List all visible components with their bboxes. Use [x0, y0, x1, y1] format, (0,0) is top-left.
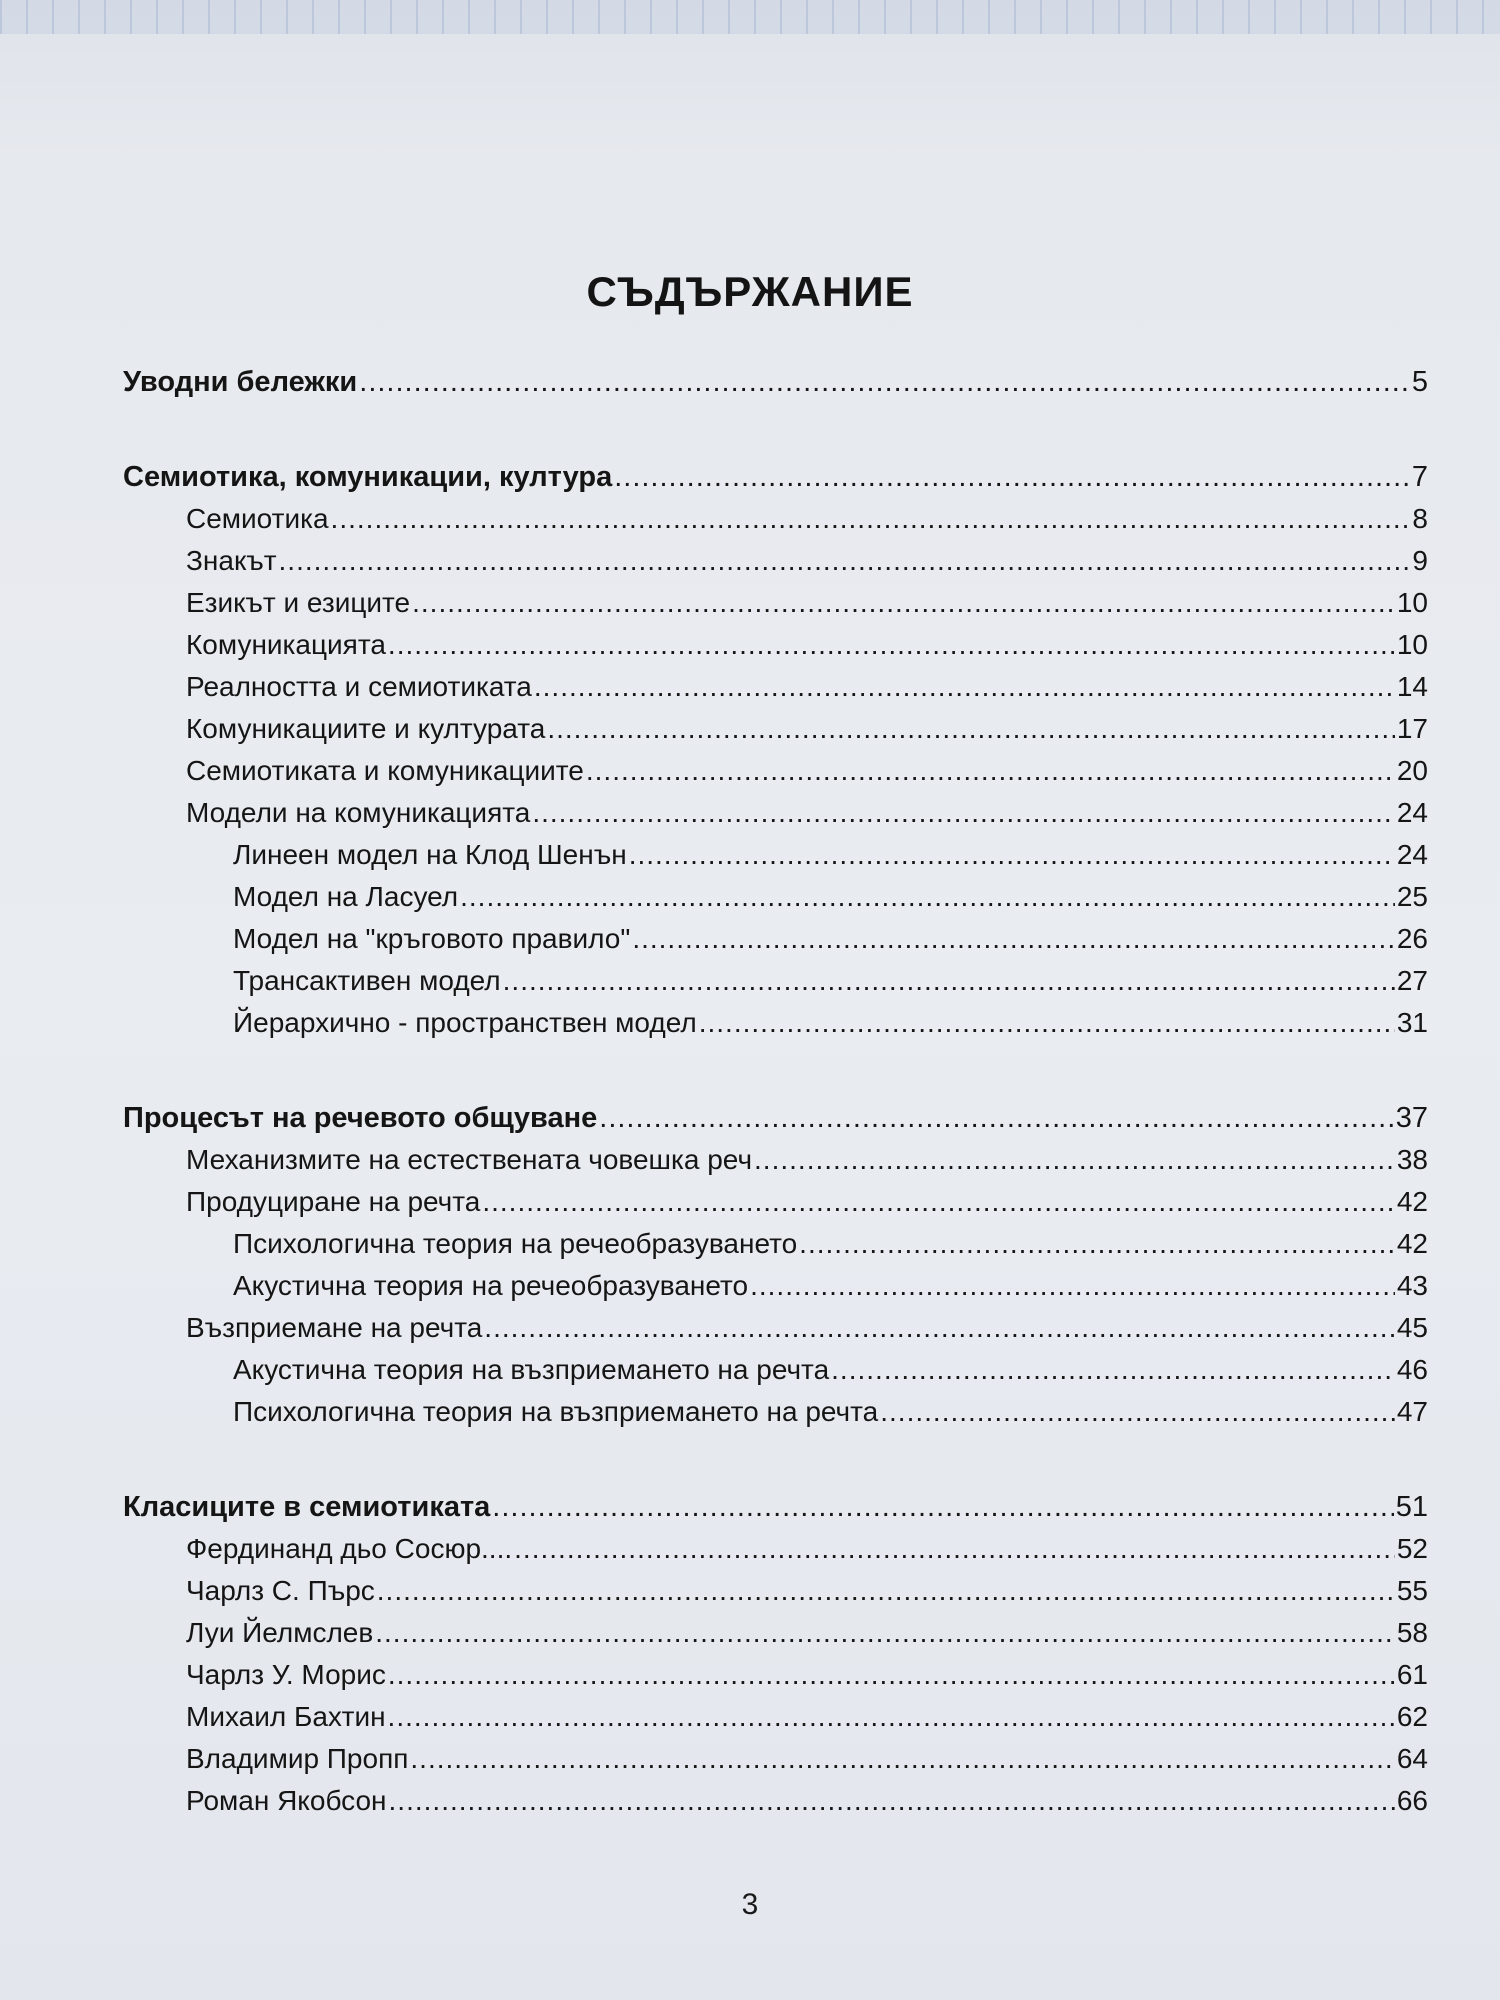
toc-subentry: Психологична теория на речеобразуването ..... 42 — [233, 1228, 1428, 1268]
toc-entry: Роман Якобсон ..... 66 — [186, 1785, 1428, 1825]
page-title: СЪДЪРЖАНИЕ — [586, 268, 914, 315]
toc-entry: Продуциране на речта ..... 42 — [186, 1186, 1428, 1226]
toc-subentry: Модел на Ласуел ..... 25 — [233, 881, 1428, 921]
toc-subentry: Акустична теория на възприемането на речта ..... 46 — [233, 1354, 1428, 1394]
toc-subentry: Трансактивен модел ..... 27 — [233, 965, 1428, 1005]
toc-entry: Фердинанд дьо Сосюр.... ..... 52 — [186, 1533, 1428, 1573]
toc-entry: Модели на комуникацията ..... 24 — [186, 797, 1428, 837]
toc-entry: Възприемане на речта ..... 45 — [186, 1312, 1428, 1352]
toc-entry: Механизмите на естествената човешка реч ..... 38 — [186, 1144, 1428, 1184]
toc-section: Семиотика, комуникации, култура ..... 7 — [123, 461, 1428, 501]
toc-entry: Михаил Бахтин ..... 62 — [186, 1701, 1428, 1741]
toc-entry: Реалността и семиотиката ..... 14 — [186, 671, 1428, 711]
toc-subentry: Йерархично - пространствен модел ..... 31 — [233, 1007, 1428, 1047]
toc-entry: Луи Йелмслев ..... 58 — [186, 1617, 1428, 1657]
toc-entry: Семиотиката и комуникациите ..... 20 — [186, 755, 1428, 795]
toc-entry: Знакът ..... 9 — [186, 545, 1428, 585]
toc-entry: Комуникациите и културата ..... 17 — [186, 713, 1428, 753]
toc-entry: Езикът и езиците ..... 10 — [186, 587, 1428, 627]
toc-entry: Комуникацията ..... 10 — [186, 629, 1428, 669]
toc-section: Процесът на речевото общуване ..... 37 — [123, 1102, 1428, 1142]
page-number: 3 — [741, 1888, 759, 1921]
toc-section: Класиците в семиотиката ..... 51 — [123, 1491, 1428, 1531]
toc-entry: Семиотика ..... 8 — [186, 503, 1428, 543]
toc-subentry: Акустична теория на речеобразуването ..... 43 — [233, 1270, 1428, 1310]
toc-section: Уводни бележки ..... 5 — [123, 366, 1428, 406]
toc-subentry: Линеен модел на Клод Шенън ..... 24 — [233, 839, 1428, 879]
toc-subentry: Модел на "кръговото правило" ..... 26 — [233, 923, 1428, 963]
toc-entry: Чарлз С. Пърс ..... 55 — [186, 1575, 1428, 1615]
toc-entry: Владимир Пропп ..... 64 — [186, 1743, 1428, 1783]
toc-subentry: Психологична теория на възприемането на речта ..... 47 — [233, 1396, 1428, 1436]
toc-entry: Чарлз У. Морис ..... 61 — [186, 1659, 1428, 1699]
